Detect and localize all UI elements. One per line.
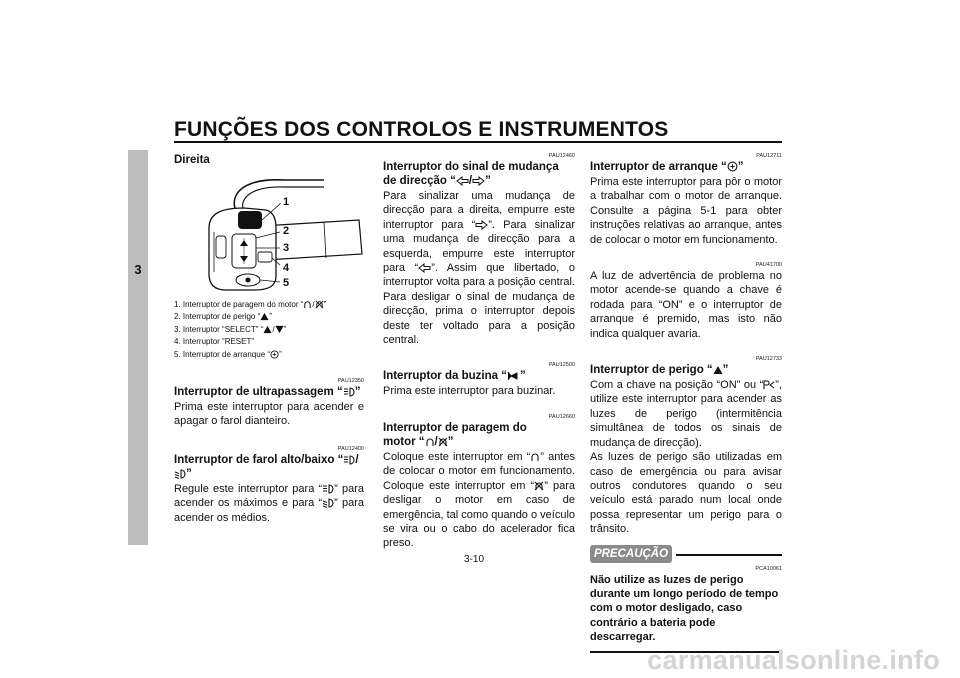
figure-callout-3: 3 (283, 242, 290, 254)
section-title-passing: Interruptor de ultrapassagem “ ” (174, 386, 361, 399)
section-title-engine-stop-line2: motor “ / ” (383, 435, 454, 448)
section-title-horn: Interruptor da buzina “ ” (383, 370, 526, 383)
high-beam-icon (343, 387, 355, 397)
engine-stop-icon (534, 481, 544, 491)
section-title-start: Interruptor de arranque “ ” (590, 161, 744, 173)
chapter-tab-label: 3 (134, 262, 142, 277)
ref-code: PAU12733 (755, 356, 782, 363)
engine-stop-icon (315, 300, 324, 309)
page-title: FUNÇÕES DOS CONTROLOS E INSTRUMENTOS (174, 118, 669, 141)
hazard-icon (260, 312, 269, 321)
start-icon (270, 350, 279, 359)
column-1 (174, 150, 364, 525)
turn-right-icon (475, 220, 488, 230)
section-title-turn-signal: Interruptor do sinal de mudança de direcção “ / ” (383, 161, 559, 187)
title-rule (174, 141, 782, 143)
caption-item: 2. Interruptor de perigo “ ” (174, 312, 272, 322)
caution-text: Não utilize as luzes de perigo durante um longo período de tempo com o motor desligado, caso contrário a bateria pode descarregar. (590, 573, 779, 644)
handlebar-switch-figure (174, 168, 364, 293)
section-title-dimmer: Interruptor de farol alto/baixo “ /” (174, 453, 359, 480)
section-body: Para sinalizar uma mudança de direcção para a direita, empurre este interruptor para “ ”. Para sinalizar uma mudança de direcção para a esquerda, empurre este interruptor para “ ”. Assim que libertado, o interruptor volta para a posição central. Para desligar o sinal de mudança de direcção, prima o interruptor depois deste ter voltado para a posição central. (383, 190, 575, 347)
figure-callout-1: 1 (283, 196, 290, 208)
turn-right-icon (472, 176, 485, 186)
caption-item: 5. Interruptor de arranque “ ” (174, 349, 282, 359)
section-body: Prima este interruptor para pôr o motor a trabalhar com o motor de arranque. Consulte a página 5-1 para obter instruções relativas ao arranque, antes de colocar o motor em funcionamento. (590, 176, 782, 246)
triangle-down-icon (275, 325, 284, 334)
page-number: 3-10 (464, 554, 485, 565)
figure-captions (174, 299, 364, 361)
ref-code: PAU12500 (548, 362, 575, 369)
turn-left-icon (456, 176, 469, 186)
turn-left-icon (418, 263, 431, 273)
start-icon (727, 161, 738, 172)
section-body: A luz de advertência de problema no motor acende-se quando a chave é rodada para “ON” e o interruptor de arranque é premido, mas isto não indica qualquer avaria. (590, 270, 782, 340)
section-body: As luzes de perigo são utilizadas em caso de emergência ou para avisar outros condutores quando o seu veículo está parado num local onde possa representar um perigo para o trânsito. (590, 451, 782, 536)
section-body: Prima este interruptor para acender e apagar o farol dianteiro. (174, 401, 364, 428)
section-body: Com a chave na posição “ON” ou “ ”, utilize este interruptor para acender as luzes de perigo (intermitência simultânea de todos os sinais de mudança de direcção). (590, 379, 782, 449)
hazard-icon (713, 365, 723, 375)
triangle-up-icon (263, 325, 272, 334)
section-title-hazard: Interruptor de perigo “ ” (590, 364, 729, 377)
ref-code: PAU41700 (755, 262, 782, 269)
ref-code: PAU12711 (756, 153, 782, 159)
caption-item: 4. Interruptor “RESET” (174, 337, 255, 347)
figure-callout-4: 4 (283, 262, 290, 274)
horn-icon (507, 371, 520, 381)
high-beam-icon (343, 455, 355, 465)
ref-code: PAU12660 (548, 413, 575, 420)
ref-code: PAU12460 (548, 153, 575, 159)
caption-item: 3. Interruptor “SELECT” “ / ” (174, 324, 287, 334)
column-3 (590, 150, 782, 653)
engine-run-icon (530, 452, 540, 462)
section-title-engine-stop: Interruptor de paragem do (383, 421, 527, 434)
low-beam-icon (174, 469, 186, 479)
figure-callout-2: 2 (283, 225, 290, 237)
watermark: carmanualsonline.info (647, 645, 940, 675)
figure-callout-5: 5 (283, 277, 290, 289)
handlebar-switch-illustration (174, 168, 364, 293)
engine-stop-icon (438, 437, 448, 447)
section-heading-direita: Direita (174, 154, 210, 166)
high-beam-icon (322, 484, 334, 494)
section-body: Prima este interruptor para buzinar. (383, 385, 556, 398)
column-2 (383, 150, 575, 551)
ref-code: PAU12350 (337, 378, 364, 385)
section-body: Regule este interruptor para “ ” para acender os máximos e para “ ” para acender os médios. (174, 482, 364, 524)
caution-header (590, 543, 782, 565)
caution-label: PRECAUÇÃO (590, 545, 672, 563)
caption-item: 1. Interruptor de paragem do motor “ / ” (174, 300, 327, 309)
parking-icon (763, 380, 775, 390)
caution-rule (676, 554, 782, 556)
chapter-tab (128, 150, 148, 545)
engine-run-icon (425, 437, 435, 447)
ref-code: PCA10061 (755, 565, 782, 572)
section-body: Coloque este interruptor em “ ” antes de colocar o motor em funcionamento. Coloque este interruptor em “ ” para desligar o motor em caso de emergência, tal como quando o veículo se vira ou o cabo do acelerador fica preso. (383, 450, 576, 550)
low-beam-icon (322, 498, 334, 508)
ref-code: PAU12400 (337, 445, 364, 452)
